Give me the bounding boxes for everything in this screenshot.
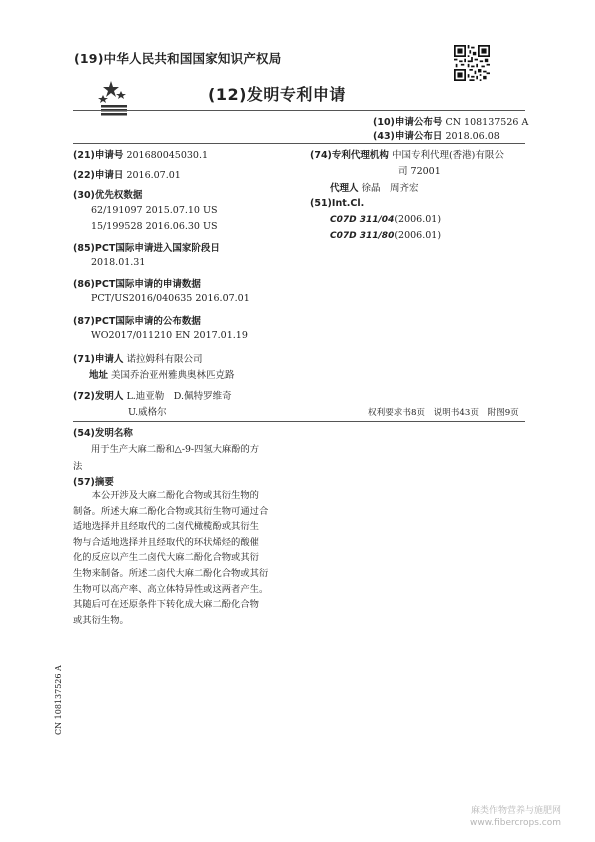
- inventor-line-2: U.威格尔: [128, 407, 167, 418]
- agency: [310, 147, 504, 161]
- publication-number-label: (10)申请公布号: [373, 117, 443, 128]
- applicant-label: (71)申请人: [73, 354, 124, 365]
- ipc-entry-1: [330, 214, 441, 225]
- abstract-line: 物与合适地选择并且经取代的环状烯烃的酸催: [73, 536, 259, 548]
- publication-number-value: CN 108137526 A: [445, 117, 529, 128]
- watermark-line-1: 麻类作物营养与施肥网: [470, 806, 561, 816]
- application-date: [73, 167, 181, 181]
- pct-entry-value: 2018.01.31: [91, 257, 146, 268]
- application-date-label: (22)申请日: [73, 170, 124, 181]
- address: [89, 367, 235, 381]
- pct-publication-label: (87)PCT国际申请的公布数据: [73, 316, 201, 327]
- watermark: [470, 805, 561, 829]
- office-name: (19)中华人民共和国国家知识产权局: [74, 51, 282, 66]
- invention-title-label: (54)发明名称: [73, 428, 133, 439]
- agent-value: 徐晶 周齐宏: [361, 183, 419, 194]
- application-date-value: 2016.07.01: [126, 170, 181, 181]
- priority-label: (30)优先权数据: [73, 190, 143, 201]
- publication-number: [373, 114, 528, 128]
- ipc-2-code: C07D 311/80: [330, 231, 395, 241]
- biblio-top-rule: [73, 143, 525, 144]
- abstract-line: 适地选择并且经取代的二卤代橄榄酚或其衍生: [73, 521, 259, 533]
- inventors: [73, 388, 232, 402]
- ipc-entry-2: [330, 230, 441, 241]
- int-cl-label: (51)Int.Cl.: [310, 198, 365, 209]
- abstract-line: 化的反应以产生二卤代大麻二酚化合物或其衍: [73, 552, 259, 564]
- biblio-bottom-rule: [73, 421, 525, 422]
- applicant: [73, 351, 202, 365]
- abstract-line: 生物来制备。所述二卤代大麻二酚化合物或其衍: [73, 567, 269, 579]
- abstract-line: 其随后可在还原条件下转化成大麻二酚化合物: [73, 599, 259, 611]
- agency-line-2: 司 72001: [398, 166, 441, 177]
- invention-title-line-2: 法: [73, 461, 83, 472]
- application-number: [73, 147, 208, 161]
- side-publication-tag: CN 108137526 A: [54, 665, 63, 735]
- abstract-line: 制备。所述大麻二酚化合物或其衍生物可通过合: [73, 505, 269, 517]
- pct-application-value: PCT/US2016/040635 2016.07.01: [91, 293, 250, 304]
- ipc-2-version: (2006.01): [394, 230, 442, 241]
- ipc-1-version: (2006.01): [394, 214, 442, 225]
- abstract-label: (57)摘要: [73, 477, 114, 488]
- document-type-title: (12)发明专利申请: [208, 85, 346, 104]
- pct-entry-label: (85)PCT国际申请进入国家阶段日: [73, 243, 220, 254]
- inventor-label: (72)发明人: [73, 391, 124, 402]
- patent-office-emblem-icon: [97, 79, 133, 119]
- page-counts: 权利要求书8页 说明书43页 附图9页: [368, 408, 519, 418]
- publication-date: [373, 128, 500, 142]
- agent-label: 代理人: [330, 183, 359, 194]
- invention-title-line-1: 用于生产大麻二酚和△-9-四氢大麻酚的方: [91, 444, 260, 455]
- qr-code-icon: [454, 45, 490, 81]
- agency-label: (74)专利代理机构: [310, 150, 389, 161]
- pct-publication-value: WO2017/011210 EN 2017.01.19: [91, 330, 248, 341]
- application-number-value: 201680045030.1: [126, 150, 209, 161]
- applicant-value: 诺拉姆科有限公司: [126, 354, 203, 365]
- priority-entry-2: 15/199528 2016.06.30 US: [91, 221, 218, 232]
- agent: [330, 180, 419, 194]
- priority-entry-1: 62/191097 2015.07.10 US: [91, 205, 218, 216]
- application-number-label: (21)申请号: [73, 150, 124, 161]
- abstract-line: 生物可以高产率、高立体特异性或这两者产生。: [73, 583, 269, 595]
- agency-line-1: 中国专利代理(香港)有限公: [391, 150, 504, 161]
- publication-date-label: (43)申请公布日: [373, 131, 443, 142]
- address-value: 美国乔治亚州雅典奥林匹克路: [111, 370, 235, 381]
- pct-application-label: (86)PCT国际申请的申请数据: [73, 279, 201, 290]
- header-rule: [73, 110, 525, 111]
- ipc-1-code: C07D 311/04: [330, 215, 395, 225]
- abstract-body: [73, 488, 295, 628]
- watermark-line-2: www.fibercrops.com: [470, 818, 561, 828]
- abstract-line: 本公开涉及大麻二酚化合物或其衍生物的: [73, 490, 259, 501]
- address-label: 地址: [89, 370, 109, 381]
- publication-date-value: 2018.06.08: [445, 131, 500, 142]
- inventor-line-1: L.迪亚勒 D.佩特罗维奇: [126, 391, 232, 402]
- abstract-line: 或其衍生物。: [73, 614, 129, 626]
